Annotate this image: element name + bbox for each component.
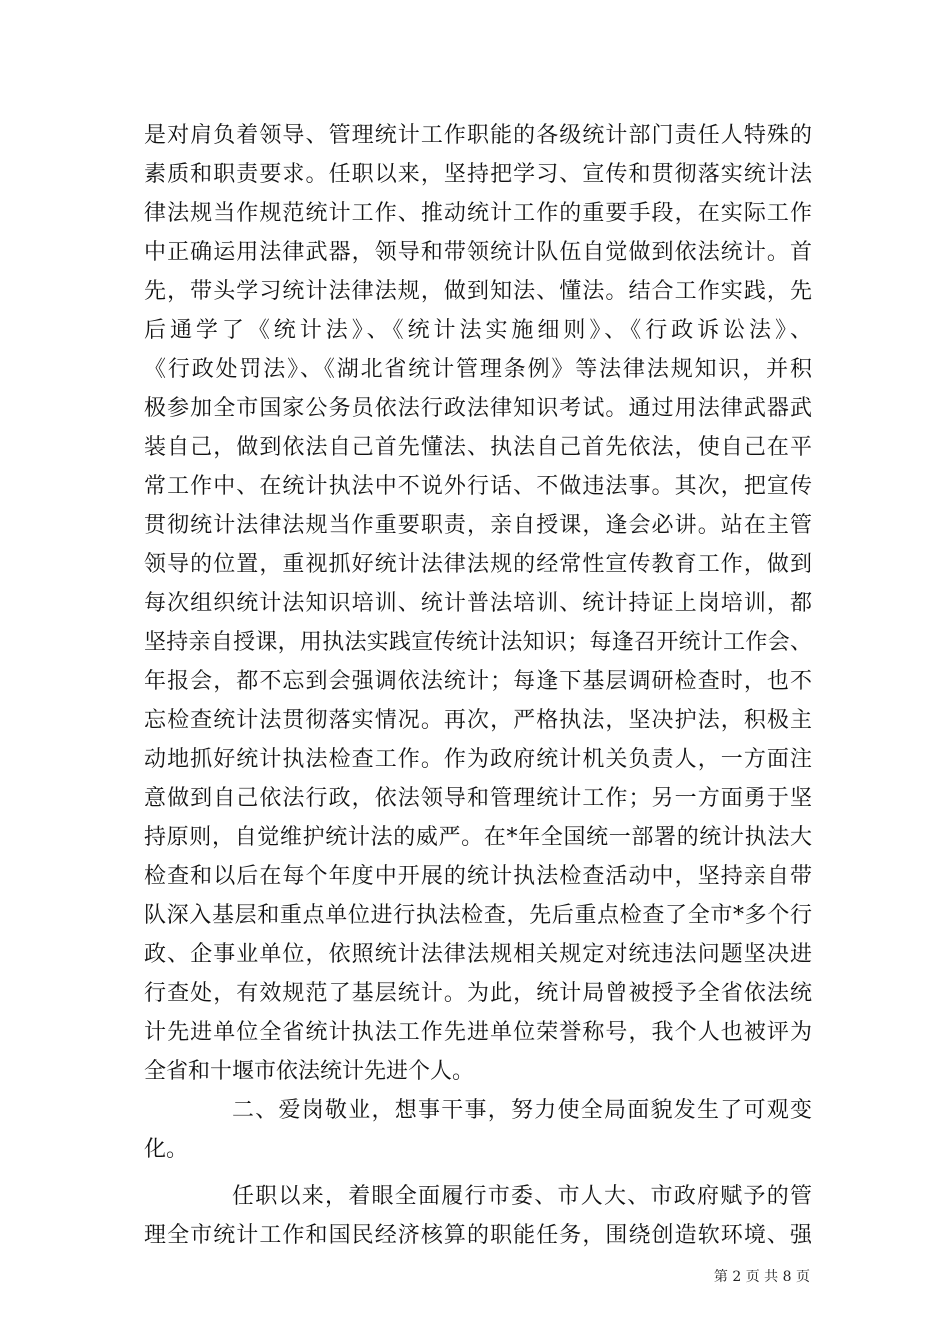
paragraph-line: 动地抓好统计执法检查工作。作为政府统计机关负责人，一方面注 [144,747,812,772]
paragraph-line: 是对肩负着领导、管理统计工作职能的各级统计部门责任人特殊的 [144,123,812,148]
paragraph-line: 每次组织统计法知识培训、统计普法培训、统计持证上岗培训，都 [144,591,812,616]
paragraph-line: 理全市统计工作和国民经济核算的职能任务，围绕创造软环境、强 [144,1223,812,1248]
paragraph-line: 任职以来，着眼全面履行市委、市人大、市政府赋予的管 [232,1184,812,1209]
paragraph-line: 贯彻统计法律法规当作重要职责，亲自授课，逢会必讲。站在主管 [144,513,812,538]
paragraph-line: 持原则，自觉维护统计法的威严。在*年全国统一部署的统计执法大 [144,825,812,850]
paragraph-line: 领导的位置，重视抓好统计法律法规的经常性宣传教育工作，做到 [144,552,812,577]
paragraph-line: 全省和十堰市依法统计先进个人。 [144,1059,475,1084]
paragraph-line: 政、企事业单位，依照统计法律法规相关规定对统违法问题坚决进 [144,942,812,967]
paragraph-line: 《行政处罚法》、《湖北省统计管理条例》等法律法规知识，并积 [144,357,812,382]
paragraph-line: 装自己，做到依法自己首先懂法、执法自己首先依法，使自己在平 [144,435,812,460]
paragraph-legal-work [144,116,812,1091]
paragraph-line: 队深入基层和重点单位进行执法检查，先后重点检查了全市*多个行 [144,903,812,928]
paragraph-line: 年报会，都不忘到会强调依法统计；每逢下基层调研检查时，也不 [144,669,812,694]
section-heading-line: 二、爱岗敬业，想事干事，努力使全局面貌发生了可观变 [232,1098,812,1123]
paragraph-line: 计先进单位全省统计执法工作先进单位荣誉称号，我个人也被评为 [144,1020,812,1045]
paragraph-line: 律法规当作规范统计工作、推动统计工作的重要手段，在实际工作 [144,201,812,226]
paragraph-line: 坚持亲自授课，用执法实践宣传统计法知识；每逢召开统计工作会、 [144,630,812,655]
body-text [144,116,812,1255]
paragraph-line: 极参加全市国家公务员依法行政法律知识考试。通过用法律武器武 [144,396,812,421]
paragraph-line: 意做到自己依法行政，依法领导和管理统计工作；另一方面勇于坚 [144,786,812,811]
paragraph-line: 后通学了《统计法》、《统计法实施细则》、《行政诉讼法》、 [144,318,812,343]
paragraph-line: 常工作中、在统计执法中不说外行话、不做违法事。其次，把宣传 [144,474,812,499]
paragraph-line: 素质和职责要求。任职以来，坚持把学习、宣传和贯彻落实统计法 [144,162,812,187]
paragraph-line: 中正确运用法律武器，领导和带领统计队伍自觉做到依法统计。首 [144,240,812,265]
paragraph-line: 忘检查统计法贯彻落实情况。再次，严格执法，坚决护法，积极主 [144,708,812,733]
paragraph-line: 先，带头学习统计法律法规，做到知法、懂法。结合工作实践，先 [144,279,812,304]
page-number: 第 2 页 共 8 页 [713,1269,810,1285]
section-heading-line-end: 化。 [144,1137,189,1162]
paragraph-line: 检查和以后在每个年度中开展的统计执法检查活动中，坚持亲自带 [144,864,812,889]
paragraph-line: 行查处，有效规范了基层统计。为此，统计局曾被授予全省依法统 [144,981,812,1006]
